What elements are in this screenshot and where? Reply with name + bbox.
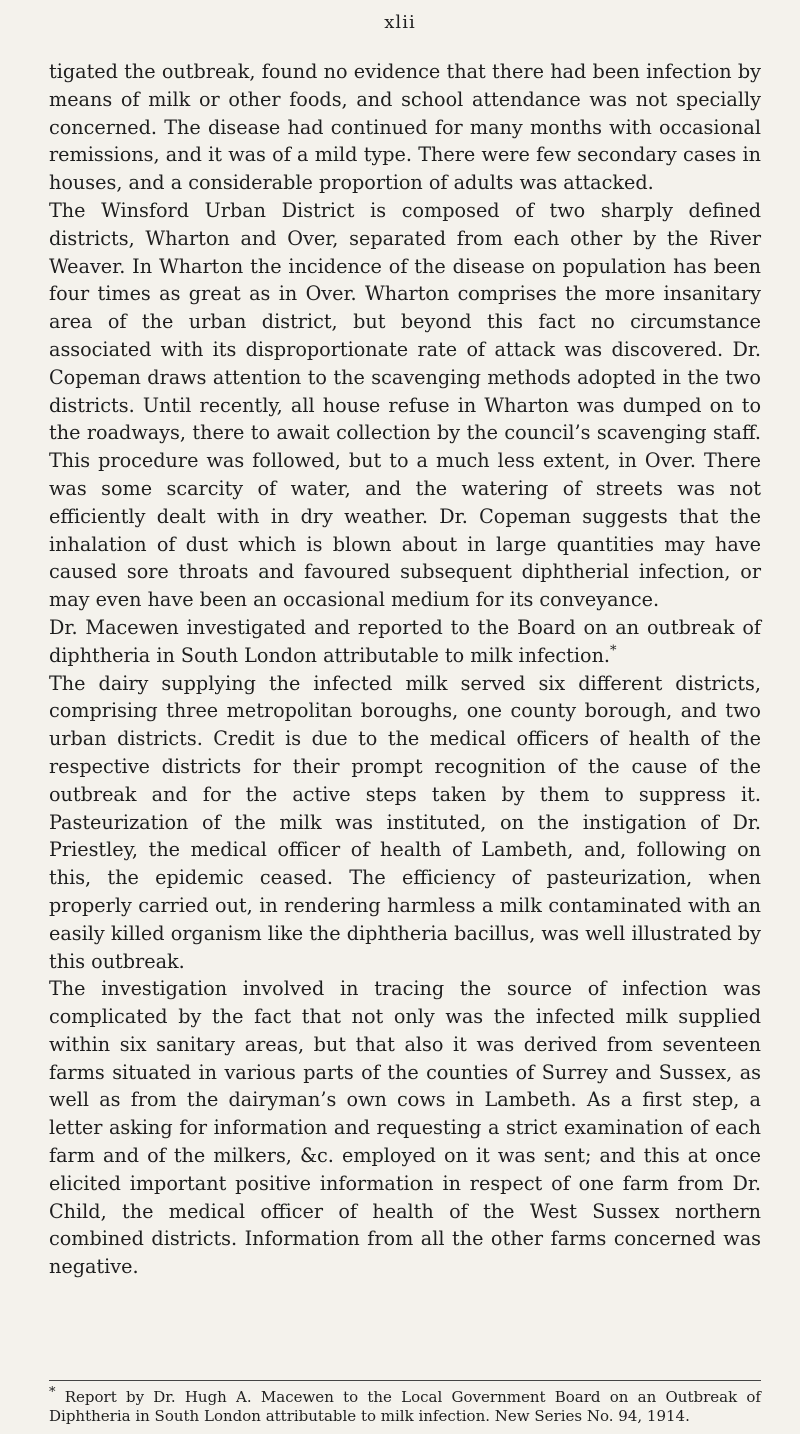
footnote-marker: * xyxy=(49,1385,56,1400)
paragraph-1: tigated the outbreak, found no evidence that there had been infection by means of milk or other foods, and school attendance was not specially concerned. The disease had continued for many months with occasional remissions, and it was of a mild type. There were few secondary cases in houses, and a considerable proportion of adults was attacked. xyxy=(49,60,761,195)
footnote-reference: * xyxy=(610,643,617,659)
footnote xyxy=(49,1385,761,1426)
footnote-text: Report by Dr. Hugh A. Macewen to the Local Government Board on an Outbreak of Diphtheria in South London attributable to milk infection. New Series No. 94, 1914. xyxy=(49,1388,761,1425)
footnote-divider xyxy=(49,1380,761,1381)
main-text xyxy=(49,58,761,1281)
paragraph-3 xyxy=(49,614,761,670)
page-number: xlii xyxy=(384,12,416,33)
paragraph-3-text: Dr. Macewen investigated and reported to the Board on an outbreak of diphtheria in South London attributable to milk infection. xyxy=(49,615,761,667)
paragraph-2: The Winsford Urban District is composed of two sharply defined districts, Wharton and Over, separated from each other by the River Weaver. In Wharton the incidence of the disease on population has been four times as great as in Over. Wharton comprises the more insanitary area of the urban district, but beyond this fact no circumstance associated with its disproportionate rate of attack was discovered. Dr. Copeman draws attention to the scavenging methods adopted in the two districts. Until recently, all house refuse in Wharton was dumped on to the roadways, there to await collection by the council’s scavenging staff. This procedure was followed, but to a much less extent, in Over. There was some scarcity of water, and the watering of streets was not efficiently dealt with in dry weather. Dr. Copeman suggests that the inhalation of dust which is blown about in large quantities may have caused sore throats and favoured subsequent diphtherial infection, or may even have been an occasional medium for its conveyance. xyxy=(49,198,761,612)
paragraph-5: The investigation involved in tracing the source of infection was complicated by the fact that not only was the infected milk supplied within six sanitary areas, but that also it was derived from seventeen farms situated in various parts of the counties of Surrey and Sussex, as well as from the dairyman’s own cows in Lambeth. As a first step, a letter asking for information and requesting a strict examination of each farm and of the milkers, &c. employed on it was sent; and this at once elicited important positive information in respect of one farm from Dr. Child, the medical officer of health of the West Sussex northern combined districts. Information from all the other farms concerned was negative. xyxy=(49,977,761,1279)
paragraph-4: The dairy supplying the infected milk served six different districts, comprising three metropolitan boroughs, one county borough, and two urban districts. Credit is due to the medical officers of health of the respective districts for their prompt recognition of the cause of the outbreak and for the active steps taken by them to suppress it. Pasteurization of the milk was instituted, on the instigation of Dr. Priestley, the medical officer of health of Lambeth, and, following on this, the epidemic ceased. The efficiency of pasteurization, when properly carried out, in rendering harmless a milk contaminated with an easily killed organism like the diphtheria bacillus, was well illustrated by this outbreak. xyxy=(49,671,761,973)
